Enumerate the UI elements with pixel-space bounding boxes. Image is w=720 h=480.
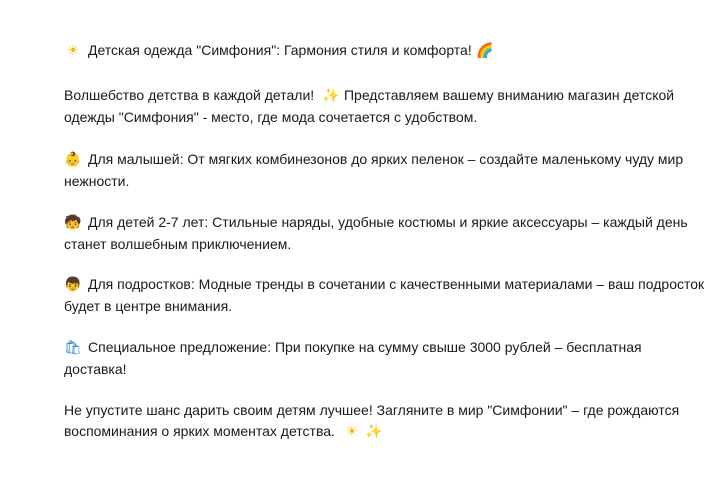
kids-paragraph (64, 212, 706, 255)
teens-paragraph (64, 274, 706, 317)
intro-paragraph (64, 85, 706, 128)
offer-text: Специальное предложение: При покупке на сумму свыше 3000 рублей – бесплатная доставка! (64, 339, 642, 377)
sun-icon: ☀ (66, 43, 80, 59)
teens-text: Для подростков: Модные тренды в сочетании с качественными материалами – ваш подросток будет в центре внимания. (64, 276, 705, 314)
baby-icon: 👶 (64, 152, 82, 168)
sparkles-icon: ✨ (322, 88, 340, 104)
teen-icon: 👦 (64, 277, 82, 293)
rainbow-icon: 🌈 (476, 43, 494, 59)
intro-text-part1: Волшебство детства в каждой детали! (64, 87, 315, 103)
babies-text: Для малышей: От мягких комбинезонов до ярких пеленок – создайте маленькому чуду мир нежности. (64, 151, 684, 189)
shopping-bag-icon: 🛍 (64, 340, 82, 356)
outro-text: Не упустите шанс дарить своим детям лучшее! Загляните в мир "Симфонии" – где рождаются воспоминания о ярких моментах детства. (64, 402, 680, 439)
title-text: Детская одежда "Симфония": Гармония стиля и комфорта! (88, 42, 472, 58)
sun-icon: ☀ (345, 424, 359, 440)
kids-text: Для детей 2-7 лет: Стильные наряды, удобные костюмы и яркие аксессуары – каждый день станет волшебным приключением. (64, 214, 688, 252)
document-title (64, 40, 706, 62)
child-icon: 🧒 (64, 215, 82, 231)
babies-paragraph (64, 149, 706, 192)
intro-text-part2: Представляем вашему вниманию магазин детской одежды "Симфония" - место, где мода сочетается с удобством. (64, 87, 675, 125)
outro-paragraph (64, 400, 706, 443)
offer-paragraph (64, 337, 706, 380)
sparkles-icon: ✨ (365, 424, 383, 440)
